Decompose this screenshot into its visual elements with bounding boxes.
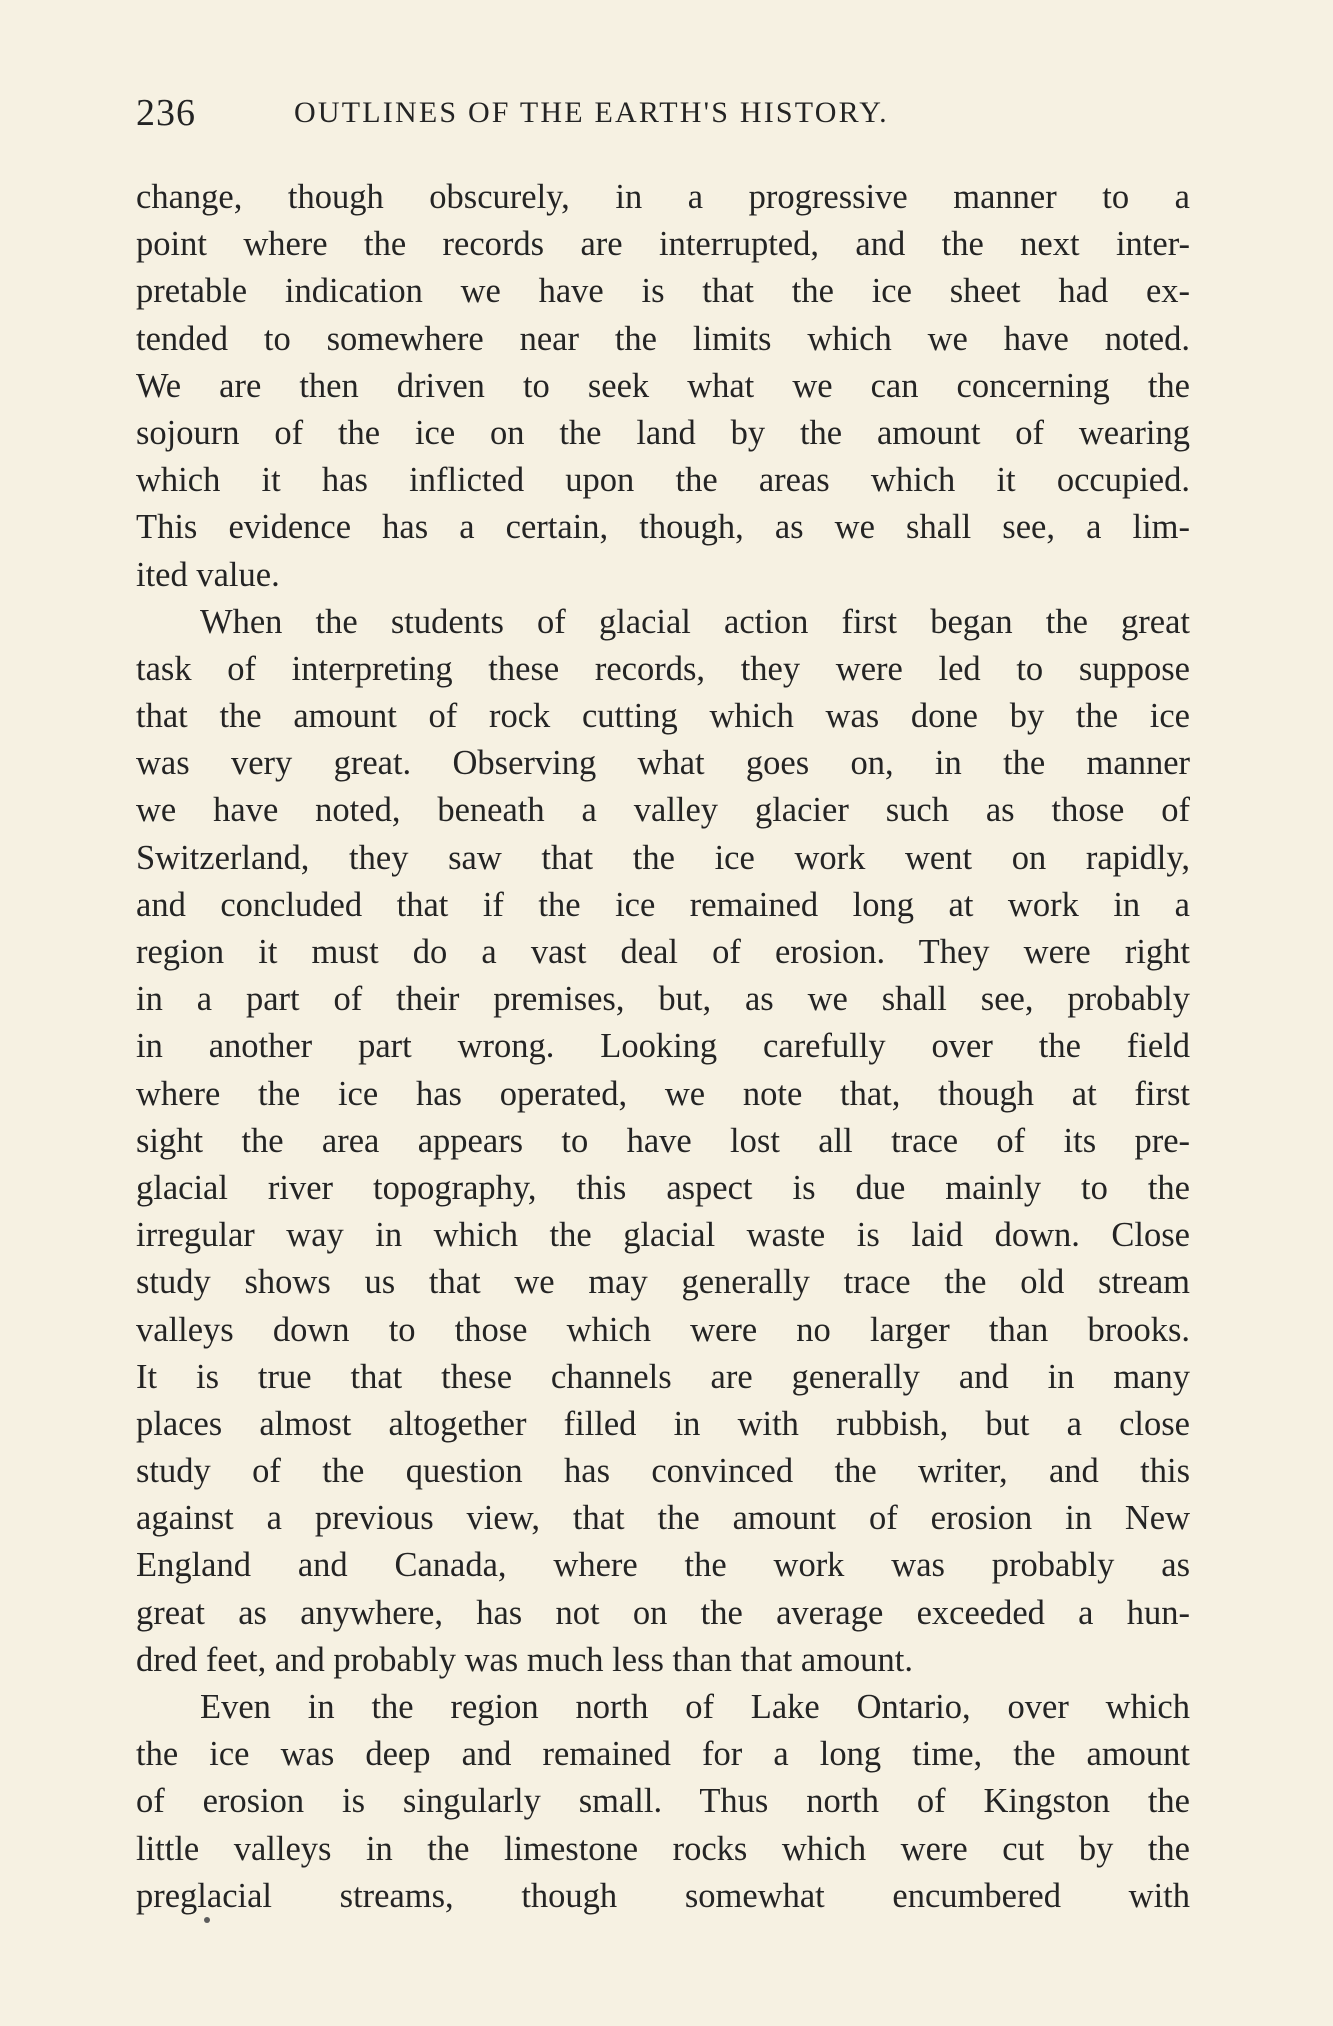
- running-title: OUTLINES OF THE EARTH'S HISTORY.: [294, 96, 889, 129]
- text-line: Even in the region north of Lake Ontario, over which: [200, 1688, 1190, 1726]
- text-line: we have noted, beneath a valley glacier such as those of: [136, 791, 1190, 830]
- text-line: glacial river topography, this aspect is due mainly to the: [136, 1168, 1190, 1207]
- text-line: irregular way in which the glacial waste is laid down. Close: [136, 1216, 1190, 1255]
- text-line: dred feet, and probably was much less than that amount.: [136, 1640, 913, 1679]
- text-line: tended to somewhere near the limits which we have noted.: [136, 319, 1190, 358]
- text-line: England and Canada, where the work was probably as: [136, 1546, 1190, 1585]
- text-line: of erosion is singularly small. Thus north of Kingston the: [136, 1782, 1190, 1821]
- text-line: pretable indication we have is that the ice sheet had ex-: [136, 272, 1190, 311]
- body-text: [136, 174, 1190, 1920]
- text-line: places almost altogether filled in with rubbish, but a close: [136, 1404, 1190, 1443]
- text-line: We are then driven to seek what we can concerning the: [136, 366, 1190, 405]
- running-head: [136, 88, 1196, 138]
- text-line: which it has inflicted upon the areas which it occupied.: [136, 461, 1190, 500]
- text-line: sojourn of the ice on the land by the amount of wearing: [136, 413, 1190, 452]
- text-line: in a part of their premises, but, as we shall see, probably: [136, 980, 1190, 1019]
- text-line: ited value.: [136, 555, 280, 594]
- text-line: study of the question has convinced the writer, and this: [136, 1452, 1190, 1491]
- text-line: and concluded that if the ice remained long at work in a: [136, 885, 1190, 924]
- text-line: little valleys in the limestone rocks which were cut by the: [136, 1829, 1190, 1868]
- ink-speck: [204, 1917, 210, 1923]
- page-number: 236: [136, 92, 196, 134]
- text-line: preglacial streams, though somewhat encumbered with: [136, 1876, 1190, 1915]
- text-line: It is true that these channels are generally and in many: [136, 1357, 1190, 1396]
- text-line: Switzerland, they saw that the ice work went on rapidly,: [136, 838, 1190, 877]
- text-line: against a previous view, that the amount of erosion in New: [136, 1499, 1190, 1538]
- text-line: study shows us that we may generally trace the old stream: [136, 1263, 1190, 1302]
- text-line: region it must do a vast deal of erosion. They were right: [136, 933, 1190, 971]
- text-line: task of interpreting these records, they were led to suppose: [136, 649, 1190, 688]
- text-line: where the ice has operated, we note that, though at first: [136, 1074, 1190, 1113]
- text-line: that the amount of rock cutting which was done by the ice: [136, 697, 1190, 736]
- text-line: This evidence has a certain, though, as we shall see, a lim-: [136, 508, 1190, 547]
- text-line: great as anywhere, has not on the average exceeded a hun-: [136, 1593, 1190, 1632]
- text-line: point where the records are interrupted, and the next inter-: [136, 225, 1190, 264]
- text-line: the ice was deep and remained for a long time, the amount: [136, 1735, 1190, 1774]
- text-line: sight the area appears to have lost all trace of its pre-: [136, 1121, 1190, 1160]
- text-line: valleys down to those which were no larger than brooks.: [136, 1310, 1190, 1349]
- text-line: in another part wrong. Looking carefully over the field: [136, 1027, 1190, 1066]
- text-line: When the students of glacial action first began the great: [200, 602, 1190, 641]
- text-line: was very great. Observing what goes on, in the manner: [136, 744, 1190, 783]
- text-line: change, though obscurely, in a progressive manner to a: [136, 178, 1190, 216]
